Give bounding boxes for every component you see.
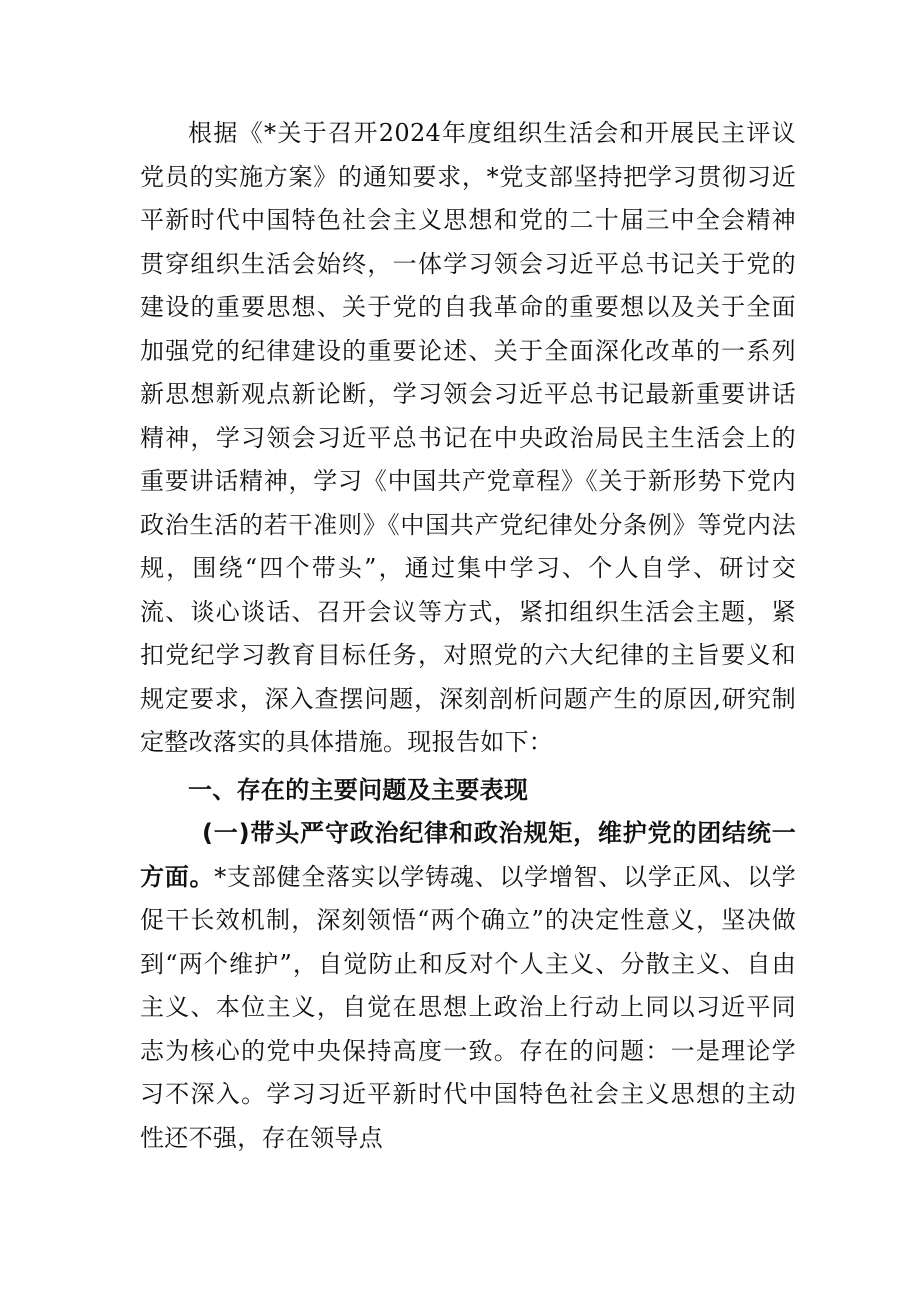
section-heading: 一、存在的主要问题及主要表现: [188, 775, 529, 804]
document-body: [140, 112, 796, 1160]
subsection-paragraph: [140, 812, 796, 1160]
subsection-body: *支部健全落实以学铸魂、以学增智、以学正风、以学促干长效机制，深刻领悟“两个确立”的决定性意义，坚决做到“两个维护”，自觉防止和反对个人主义、分散主义、自由主义、本位主义，自觉在思想上政治上行动上同以习近平同志为核心的党中央保持高度一致。存在的问题：一是理论学习不深入。学习习近平新时代中国特色社会主义思想的主动性还不强，存在领导点: [140, 862, 796, 1152]
subsection-heading: (一)带头严守政治纪律和政治规矩，维护党的团结统一方面。: [140, 819, 796, 891]
intro-paragraph: 根据《*关于召开2024年度组织生活会和开展民主评议党员的实施方案》的通知要求，*党支部坚持把学习贯彻习近平新时代中国特色社会主义思想和党的二十届三中全会精神贯穿组织生活会始终，一体学习领会习近平总书记关于党的建设的重要思想、关于党的自我革命的重要想以及关于全面加强党的纪律建设的重要论述、关于全面深化改革的一系列新思想新观点新论断，学习领会习近平总书记最新重要讲话精神，学习领会习近平总书记在中央政治局民主生活会上的重要讲话精神，学习《中国共产党章程》《关于新形势下党内政治生活的若干准则》《中国共产党纪律处分条例》等党内法规，围绕“四个带头”，通过集中学习、个人自学、研讨交流、谈心谈话、召开会议等方式，紧扣组织生活会主题，紧扣党纪学习教育目标任务，对照党的六大纪律的主旨要义和规定要求，深入查摆问题，深刻剖析问题产生的原因,研究制定整改落实的具体措施。现报告如下：: [140, 119, 796, 756]
